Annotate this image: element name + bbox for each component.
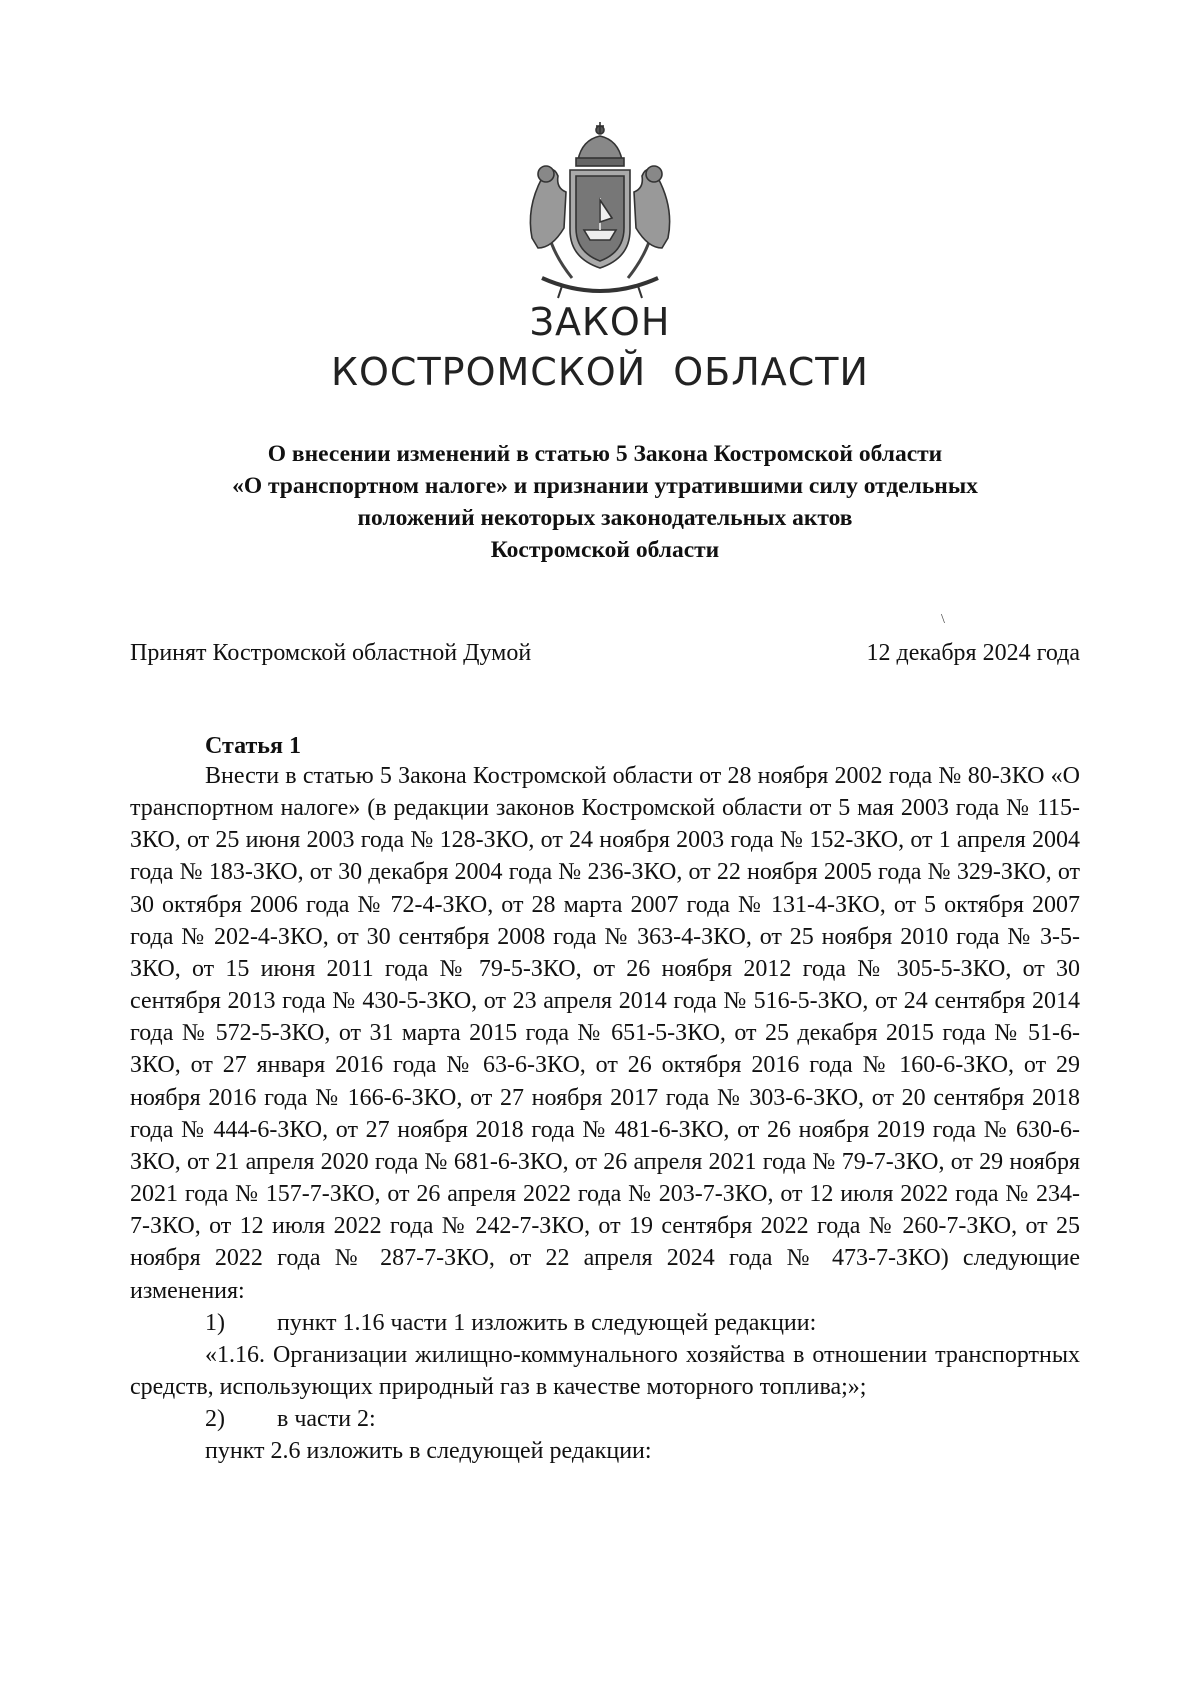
stray-mark: \: [941, 612, 945, 627]
coat-of-arms-icon: [512, 118, 688, 304]
article-paragraph: Внести в статью 5 Закона Костромской области от 28 ноября 2002 года № 80-ЗКО «О транспортном налоге» (в редакции законов Костромской области от 5 мая 2003 года № 115-ЗКО, от 25 июня 2003 года № 128-ЗКО, от 24 ноября 2003 года № 152-ЗКО, от 1 апреля 2004 года № 183-ЗКО, от 30 декабря 2004 года № 236-ЗКО, от 22 ноября 2005 года № 329-ЗКО, от 30 октября 2006 года № 72-4-ЗКО, от 28 марта 2007 года № 131-4-ЗКО, от 5 октября 2007 года № 202-4-ЗКО, от 30 сентября 2008 года № 363-4-ЗКО, от 25 ноября 2010 года № 3-5-ЗКО, от 15 июня 2011 года № 79-5-ЗКО, от 26 ноября 2012 года № 305-5-ЗКО, от 30 сентября 2013 года № 430-5-ЗКО, от 23 апреля 2014 года № 516-5-ЗКО, от 24 сентября 2014 года № 572-5-ЗКО, от 31 марта 2015 года № 651-5-ЗКО, от 25 декабря 2015 года № 51-6-ЗКО, от 27 января 2016 года № 63-6-ЗКО, от 26 октября 2016 года № 160-6-ЗКО, от 29 ноября 2016 года № 166-6-ЗКО, от 27 ноября 2017 года № 303-6-ЗКО, от 20 сентября 2018 года № 444-6-ЗКО, от 27 ноября 2018 года № 481-6-ЗКО, от 26 ноября 2019 года № 630-6-ЗКО, от 21 апреля 2020 года № 681-6-ЗКО, от 26 апреля 2021 года № 79-7-ЗКО, от 29 ноября 2021 года № 157-7-ЗКО, от 26 апреля 2022 года № 203-7-ЗКО, от 12 июля 2022 года № 234-7-ЗКО, от 12 июля 2022 года № 242-7-ЗКО, от 19 сентября 2022 года № 260-7-ЗКО, от 25 ноября 2022 года № 287-7-ЗКО, от 22 апреля 2024 года № 473-7-ЗКО) следующие изменения:: [130, 763, 1080, 1304]
adoption-date: 12 декабря 2024 года: [866, 640, 1080, 666]
title-line: Костромской области: [490, 537, 720, 563]
adopted-by: Принят Костромской областной Думой: [130, 640, 532, 666]
item-text: в части 2:: [277, 1406, 376, 1433]
item-text: пункт 1.16 части 1 изложить в следующей редакции:: [277, 1309, 817, 1336]
article-paragraph: пункт 2.6 изложить в следующей редакции:: [205, 1438, 652, 1465]
title-line: «О транспортном налоге» и признании утратившими силу отдельных: [232, 473, 978, 499]
document-title: [130, 438, 1080, 566]
title-line: О внесении изменений в статью 5 Закона Костромской области: [267, 441, 943, 467]
article-heading: Статья 1: [205, 733, 301, 759]
item-number: 2): [205, 1406, 225, 1433]
title-line: положений некоторых законодательных актов: [357, 505, 853, 531]
quoted-paragraph: «1.16. Организации жилищно-коммунального хозяйства в отношении транспортных средств, использующих природный газ в качестве моторного топлива;»;: [130, 1341, 1080, 1400]
item-number: 1): [205, 1309, 225, 1336]
list-item: [130, 1307, 1080, 1339]
article-body: [130, 760, 1080, 1467]
list-item: [130, 1403, 1080, 1435]
law-heading: ЗАКОН: [529, 300, 671, 344]
region-heading: КОСТРОМСКОЙ ОБЛАСТИ: [331, 350, 869, 394]
adoption-line: [130, 640, 1080, 667]
